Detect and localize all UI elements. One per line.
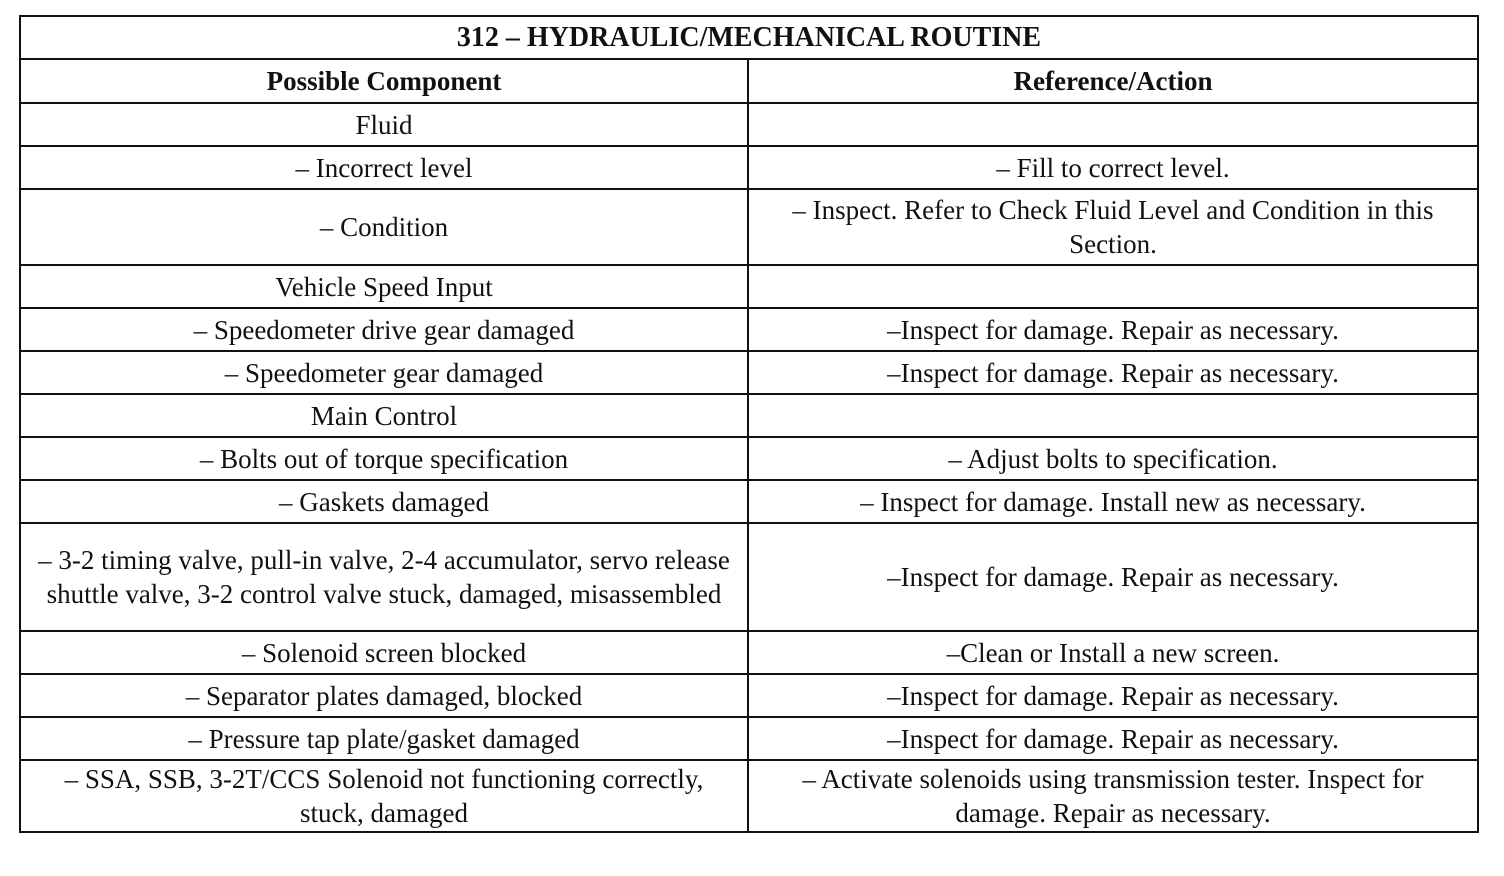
- action-cell: [748, 394, 1478, 437]
- action-cell: – Inspect. Refer to Check Fluid Level and Condition in this Section.: [748, 189, 1478, 265]
- action-cell: [748, 265, 1478, 308]
- table-row: [20, 146, 1478, 189]
- table-row: [20, 760, 1478, 832]
- action-cell: –Clean or Install a new screen.: [748, 631, 1478, 674]
- component-cell: – Condition: [20, 189, 748, 265]
- table-row: [20, 717, 1478, 760]
- action-cell: –Inspect for damage. Repair as necessary.: [748, 351, 1478, 394]
- table-row: [20, 674, 1478, 717]
- action-cell: – Adjust bolts to specification.: [748, 437, 1478, 480]
- component-cell: – Speedometer gear damaged: [20, 351, 748, 394]
- table-header-row: [20, 59, 1478, 103]
- table-row: [20, 523, 1478, 631]
- component-cell: – Pressure tap plate/gasket damaged: [20, 717, 748, 760]
- table-row: [20, 189, 1478, 265]
- action-cell: [748, 103, 1478, 146]
- table-row: [20, 103, 1478, 146]
- component-cell: – Separator plates damaged, blocked: [20, 674, 748, 717]
- table-row: [20, 308, 1478, 351]
- action-cell: –Inspect for damage. Repair as necessary.: [748, 308, 1478, 351]
- table-row: [20, 265, 1478, 308]
- table-title: 312 – HYDRAULIC/MECHANICAL ROUTINE: [20, 16, 1478, 59]
- table-row: [20, 437, 1478, 480]
- table-row: [20, 480, 1478, 523]
- component-cell: – Gaskets damaged: [20, 480, 748, 523]
- table-row: [20, 631, 1478, 674]
- component-cell: Fluid: [20, 103, 748, 146]
- component-cell: – Speedometer drive gear damaged: [20, 308, 748, 351]
- component-cell: – Incorrect level: [20, 146, 748, 189]
- component-cell: – 3-2 timing valve, pull-in valve, 2-4 accumulator, servo release shuttle valve, 3-2 control valve stuck, damaged, misassembled: [20, 523, 748, 631]
- action-cell: –Inspect for damage. Repair as necessary.: [748, 717, 1478, 760]
- action-cell: – Fill to correct level.: [748, 146, 1478, 189]
- component-cell: Main Control: [20, 394, 748, 437]
- action-cell: –Inspect for damage. Repair as necessary.: [748, 674, 1478, 717]
- diagnostic-routine-table: [19, 15, 1479, 833]
- table-row: [20, 394, 1478, 437]
- table-row: [20, 351, 1478, 394]
- action-cell: – Activate solenoids using transmission tester. Inspect for damage. Repair as necessary.: [748, 760, 1478, 832]
- action-cell: – Inspect for damage. Install new as necessary.: [748, 480, 1478, 523]
- component-cell: – Solenoid screen blocked: [20, 631, 748, 674]
- table-title-row: [20, 16, 1478, 59]
- component-cell: Vehicle Speed Input: [20, 265, 748, 308]
- column-header-action: Reference/Action: [748, 59, 1478, 103]
- column-header-component: Possible Component: [20, 59, 748, 103]
- component-cell: – Bolts out of torque specification: [20, 437, 748, 480]
- action-cell: –Inspect for damage. Repair as necessary.: [748, 523, 1478, 631]
- component-cell: – SSA, SSB, 3-2T/CCS Solenoid not functioning correctly, stuck, damaged: [20, 760, 748, 832]
